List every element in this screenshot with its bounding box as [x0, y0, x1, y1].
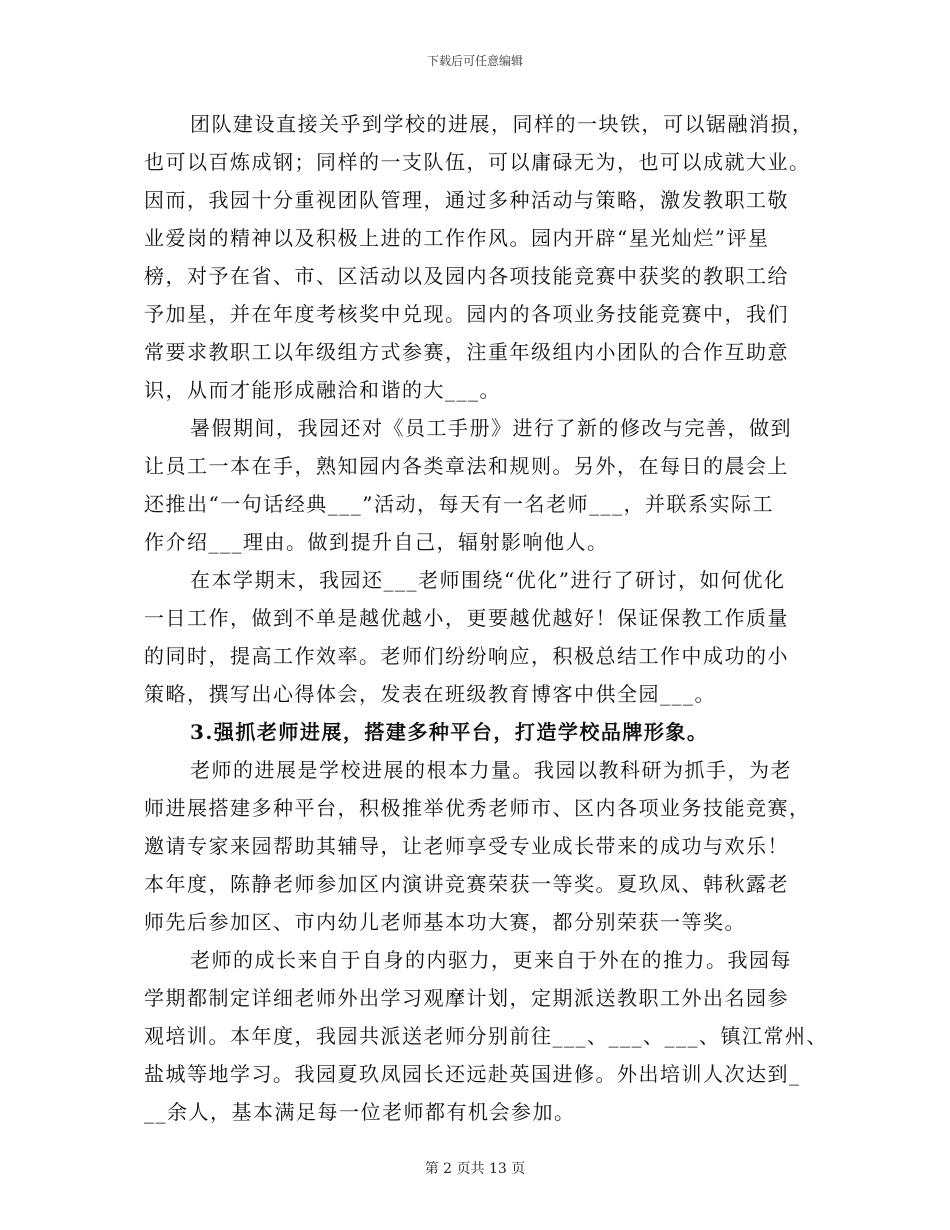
header-note: 下载后可任意编辑: [426, 54, 523, 68]
text-line: 本年度，陈静老师参加区内演讲竞赛荣获一等奖。夏玖凤、韩秋露老: [144, 872, 789, 896]
page-number-footer: 第 2 页共 13 页: [424, 1161, 526, 1177]
text-line: 因而，我园十分重视团队管理，通过多种活动与策略，激发教职工敬: [144, 188, 789, 212]
text-line: 团队建设直接关乎到学校的进展，同样的一块铁，可以锯融消损，: [190, 112, 814, 136]
text-line: 予加星，并在年度考核奖中兑现。园内的各项业务技能竞赛中，我们: [144, 302, 789, 326]
text-line: 盐城等地学习。我园夏玖凤园长还远赴英国进修。外出培训人次达到_: [144, 1062, 801, 1086]
text-line: 常要求教职工以年级组方式参赛，注重年级组内小团队的合作互助意: [144, 340, 789, 364]
text-line: 暑假期间，我园还对《员工手册》进行了新的修改与完善，做到: [190, 416, 792, 440]
text-line: 观培训。本年度，我园共派送老师分别前往___、___、___、镇江常州、: [144, 1024, 828, 1048]
text-line: 让员工一本在手，熟知园内各类章法和规则。另外，在每日的晨会上: [144, 454, 789, 478]
text-line: 还推出“一句话经典___”活动，每天有一名老师___，并联系实际工: [144, 492, 774, 516]
text-line: 邀请专家来园帮助其辅导，让老师享受专业成长带来的成功与欢乐！: [144, 834, 789, 858]
section-heading: 3.强抓老师进展，搭建多种平台，打造学校品牌形象。: [190, 720, 709, 744]
text-line: 榜，对予在省、市、区活动以及园内各项技能竞赛中获奖的教职工给: [144, 264, 789, 288]
text-line: 一日工作，做到不单是越优越小，更要越优越好！保证保教工作质量: [144, 606, 789, 630]
text-line: 也可以百炼成钢；同样的一支队伍，可以庸碌无为，也可以成就大业。: [144, 150, 811, 174]
text-line: 老师的进展是学校进展的根本力量。我园以教科研为抓手，为老: [190, 758, 792, 782]
text-line: 学期都制定详细老师外出学习观摩计划，定期派送教职工外出名园参: [144, 986, 789, 1010]
text-line: 策略，撰写出心得体会，发表在班级教育博客中供全园___。: [144, 682, 716, 706]
text-line: __余人，基本满足每一位老师都有机会参加。: [144, 1100, 576, 1124]
text-line: 识，从而才能形成融洽和谐的大___。: [144, 378, 501, 402]
text-line: 业爱岗的精神以及积极上进的工作作风。园内开辟“星光灿烂”评星: [144, 226, 770, 250]
text-line: 作介绍___理由。做到提升自己，辐射影响他人。: [144, 530, 609, 554]
text-line: 的同时，提高工作效率。老师们纷纷响应，积极总结工作中成功的小: [144, 644, 789, 668]
text-line: 老师的成长来自于自身的内驱力，更来自于外在的推力。我园每: [190, 948, 792, 972]
text-line: 在本学期末，我园还___老师围绕“优化”进行了研讨，如何优化: [190, 568, 786, 592]
text-line: 师进展搭建多种平台，积极推举优秀老师市、区内各项业务技能竞赛，: [144, 796, 811, 820]
text-line: 师先后参加区、市内幼儿老师基本功大赛，都分别荣获一等奖。: [144, 910, 746, 934]
